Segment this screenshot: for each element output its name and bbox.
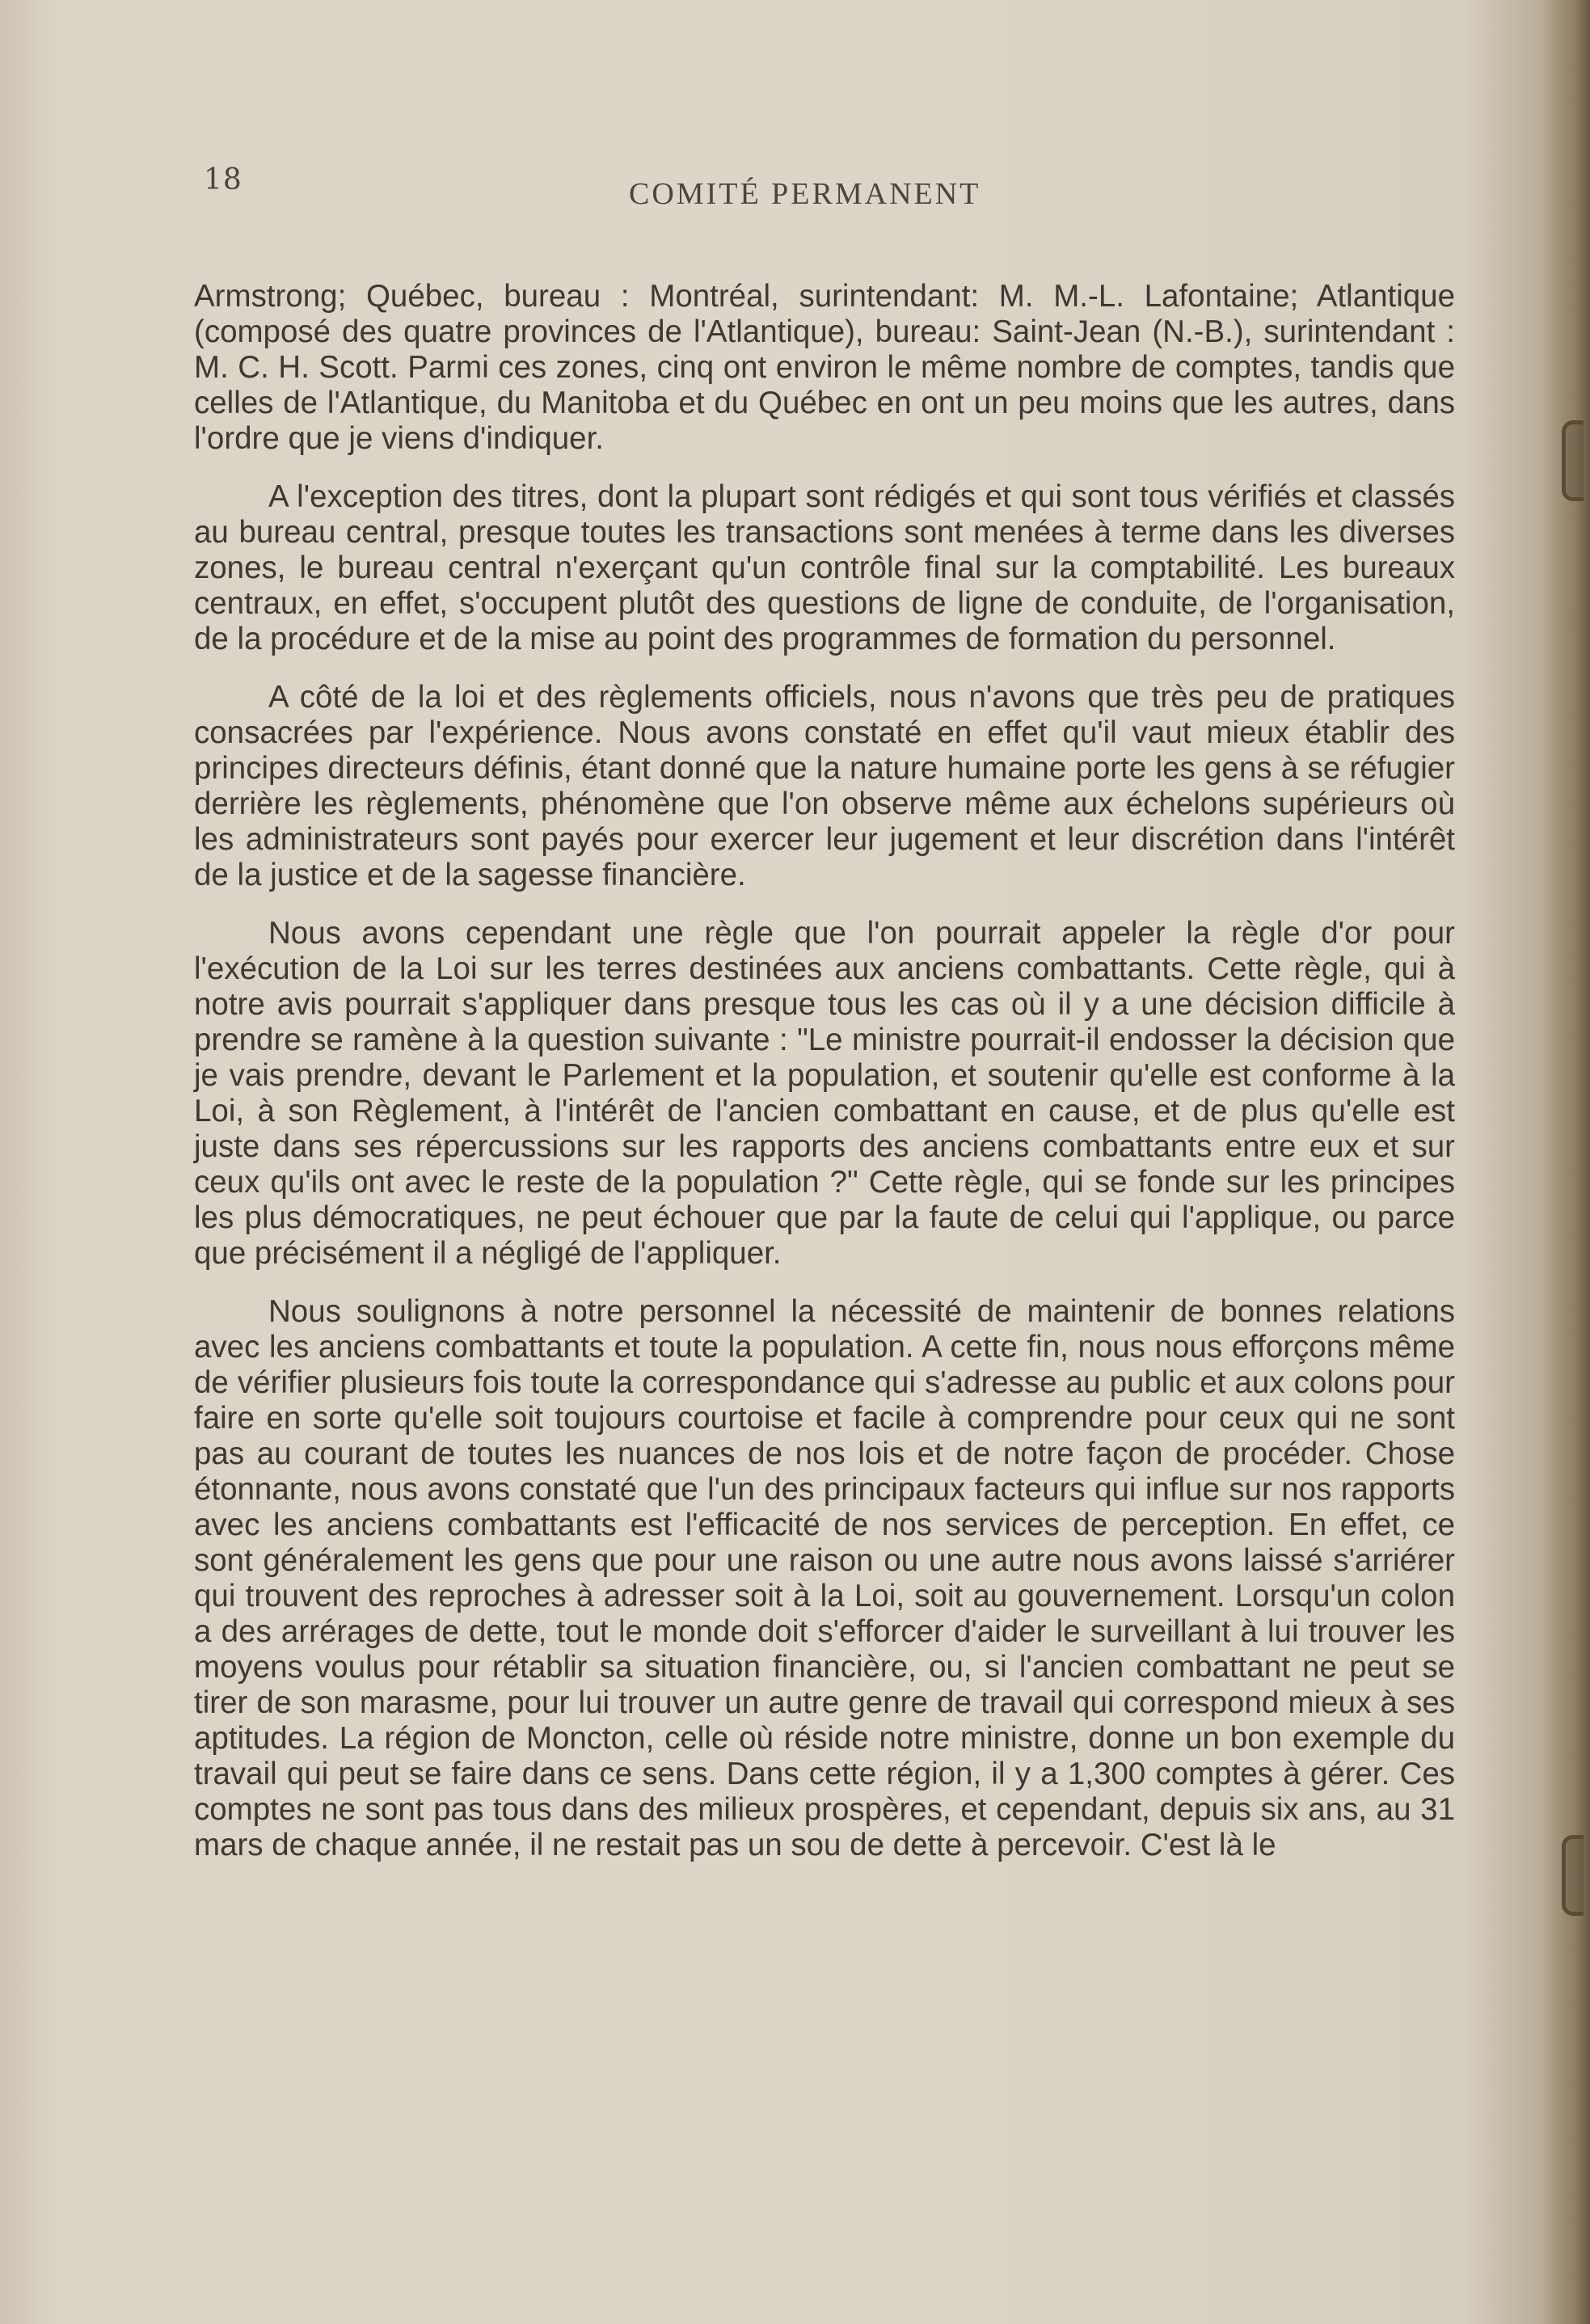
running-head: COMITÉ PERMANENT	[629, 177, 981, 211]
page-number: 18	[204, 163, 243, 196]
paragraph: A côté de la loi et des règlements officiels, nous n'avons que très peu de pratiques consacrées par l'expérience. Nous avons constaté en effet qu'il vaut mieux établir des principes directeurs définis, étant donné que la nature humaine porte les gens à se réfugier derrière les règlements, phénomène que l'on observe même aux échelons supérieurs où les administrateurs sont payés pour exercer leur jugement et leur discrétion dans l'intérêt de la justice et de la sagesse financière.	[194, 680, 1455, 892]
body-text	[194, 279, 1455, 1886]
paragraph: A l'exception des titres, dont la plupart sont rédigés et qui sont tous vérifiés et classés au bureau central, presque toutes les transactions sont menées à terme dans les diverses zones, le bureau central n'exerçant qu'un contrôle final sur la comptabilité. Les bureaux centraux, en effet, s'occupent plutôt des questions de ligne de conduite, de l'organisation, de la procédure et de la mise au point des programmes de formation du personnel.	[194, 479, 1455, 656]
paragraph-continuation: Armstrong; Québec, bureau : Montréal, surintendant: M. M.-L. Lafontaine; Atlantique (composé des quatre provinces de l'Atlantique), bureau: Saint-Jean (N.-B.), surintendant : M. C. H. Scott. Parmi ces zones, cinq ont environ le même nombre de comptes, tandis que celles de l'Atlantique, du Manitoba et du Québec en ont un peu moins que les autres, dans l'ordre que je viens d'indiquer.	[194, 279, 1455, 456]
staple	[1562, 1835, 1584, 1916]
binding-shadow	[1541, 0, 1590, 2324]
paragraph: Nous soulignons à notre personnel la nécessité de maintenir de bonnes relations avec les anciens combattants et toute la population. A cette fin, nous nous efforçons même de vérifier plusieurs fois toute la correspondance qui s'adresse au public et aux colons pour faire en sorte qu'elle soit toujours courtoise et facile à comprendre pour ceux qui ne sont pas au courant de toutes les nuances de nos lois et de notre façon de procéder. Chose étonnante, nous avons constaté que l'un des principaux facteurs qui influe sur nos rapports avec les anciens combattants est l'efficacité de nos services de perception. En effet, ce sont généralement les gens que pour une raison ou une autre nous avons laissé s'arriérer qui trouvent des reproches à adresser soit à la Loi, soit au gouvernement. Lorsqu'un colon a des arrérages de dette, tout le monde doit s'efforcer d'aider le surveillant à lui trouver les moyens voulus pour rétablir sa situation financière, ou, si l'ancien combattant ne peut se tirer de son marasme, pour lui trouver un autre genre de travail qui correspond mieux à ses aptitudes. La région de Moncton, celle où réside notre ministre, donne un bon exemple du travail qui peut se faire dans ce sens. Dans cette région, il y a 1,300 comptes à gérer. Ces comptes ne sont pas tous dans des milieux prospères, et cependant, depuis six ans, au 31 mars de chaque année, il ne restait pas un sou de dette à percevoir. C'est là le	[194, 1294, 1455, 1862]
staple	[1562, 420, 1584, 501]
paragraph: Nous avons cependant une règle que l'on pourrait appeler la règle d'or pour l'exécution de la Loi sur les terres destinées aux anciens combattants. Cette règle, qui à notre avis pourrait s'appliquer dans presque tous les cas où il y a une décision difficile à prendre se ramène à la question suivante : "Le ministre pourrait-il endosser la décision que je vais prendre, devant le Parlement et la population, et soutenir qu'elle est conforme à la Loi, à son Règlement, à l'intérêt de l'ancien combattant en cause, et de plus qu'elle est juste dans ses répercussions sur les rapports des anciens combattants entre eux et sur ceux qu'ils ont avec le reste de la population ?" Cette règle, qui se fonde sur les principes les plus démocratiques, ne peut échouer que par la faute de celui qui l'applique, ou parce que précisément il a négligé de l'appliquer.	[194, 916, 1455, 1271]
